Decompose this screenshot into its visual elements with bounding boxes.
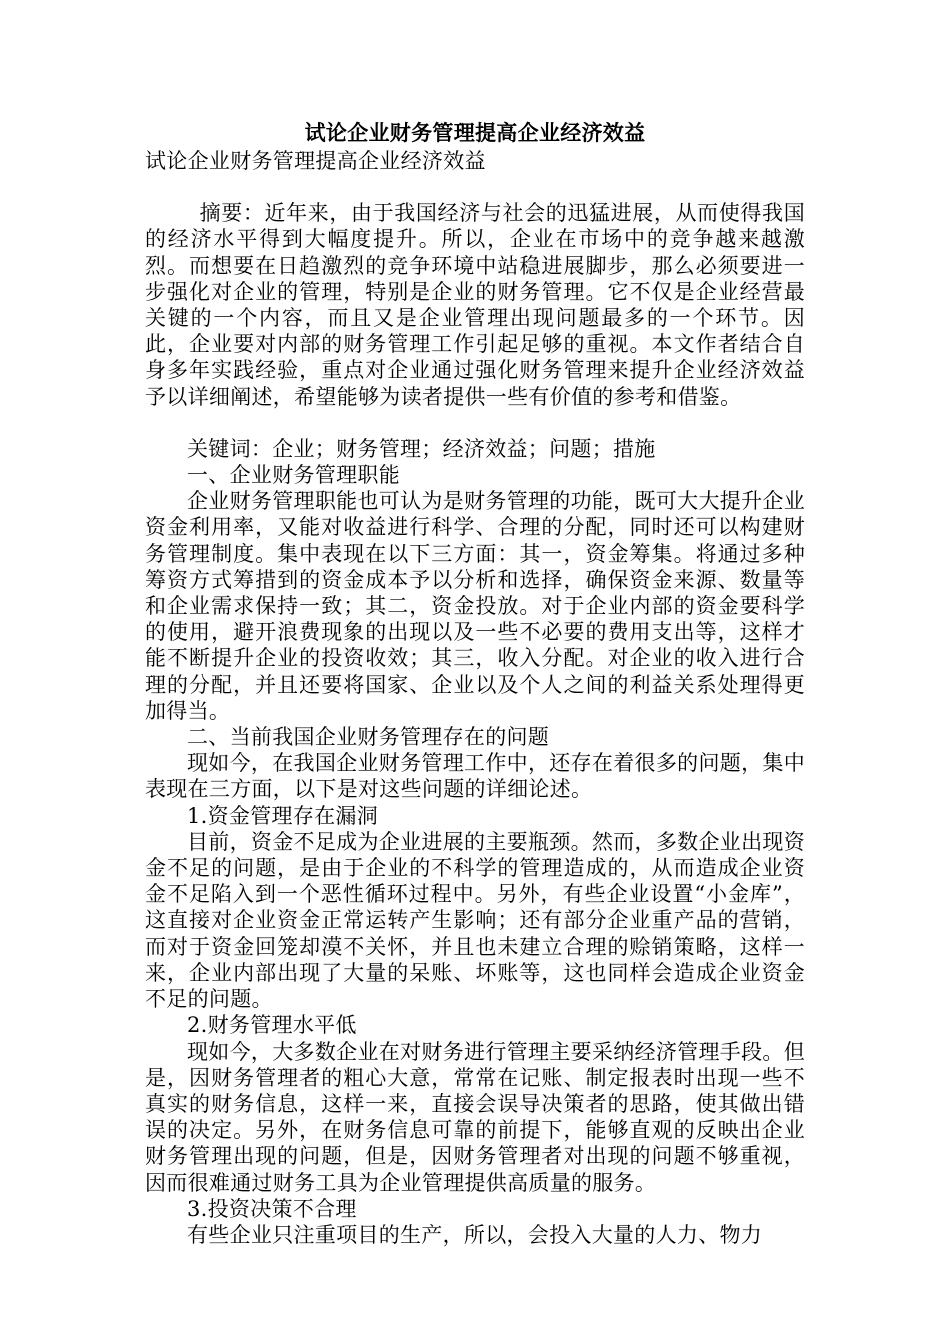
subsection-3-heading: 3.投资决策不合理 [187,1196,357,1221]
section-2-paragraph: 现如今，在我国企业财务管理工作中，还存在着很多的问题，集中表现在三方面，以下是对这些问题的详细论述。 [145,751,805,802]
section-2-heading: 二、当前我国企业财务管理存在的问题 [187,725,550,750]
subsection-2-paragraph: 现如今，大多数企业在对财务进行管理主要采纳经济管理手段。但是，因财务管理者的粗心大意，常常在记账、制定报表时出现一些不真实的财务信息，这样一来，直接会误导决策者的思路，使其做出错误的决定。另外，在财务信息可靠的前提下，能够直观的反映出企业财务管理出现的问题，但是，因财务管理者对出现的问题不够重视，因而很难通过财务工具为企业管理提供高质量的服务。 [145,1039,805,1195]
abstract-paragraph: 摘要：近年来，由于我国经济与社会的迅猛进展，从而使得我国的经济水平得到大幅度提升。所以，企业在市场中的竞争越来越激烈。而想要在日趋激烈的竞争环境中站稳进展脚步，那么必须要进一步强化对企业的管理，特别是企业的财务管理。它不仅是企业经营最关键的一个内容，而且又是企业管理出现问题最多的一个环节。因此，企业要对内部的财务管理工作引起足够的重视。本文作者结合自身多年实践经验，重点对企业通过强化财务管理来提升企业经济效益予以详细阐述，希望能够为读者提供一些有价值的参考和借鉴。 [145,201,805,409]
document-title: 试论企业财务管理提高企业经济效益 [304,120,646,145]
section-1-heading: 一、企业财务管理职能 [187,463,400,488]
keywords-line: 关键词：企业；财务管理；经济效益；问题；措施 [187,436,656,461]
subsection-1-heading: 1.资金管理存在漏洞 [187,803,379,828]
subsection-1-paragraph: 目前，资金不足成为企业进展的主要瓶颈。然而，多数企业出现资金不足的问题，是由于企业的不科学的管理造成的，从而造成企业资金不足陷入到一个恶性循环过程中。另外，有些企业设置“小金库”，这直接对企业资金正常运转产生影响；还有部分企业重产品的营销，而对于资金回笼却漠不关怀，并且也未建立合理的赊销策略，这样一来，企业内部出现了大量的呆账、坏账等，这也同样会造成企业资金不足的问题。 [145,829,805,1012]
section-1-paragraph: 企业财务管理职能也可认为是财务管理的功能，既可大大提升企业资金利用率，又能对收益进行科学、合理的分配，同时还可以构建财务管理制度。集中表现在以下三方面：其一，资金筹集。将通过多种筹资方式筹措到的资金成本予以分析和选择，确保资金来源、数量等和企业需求保持一致；其二，资金投放。对于企业内部的资金要科学的使用，避开浪费现象的出现以及一些不必要的费用支出等，这样才能不断提升企业的投资收效；其三，收入分配。对企业的收入进行合理的分配，并且还要将国家、企业以及个人之间的利益关系处理得更加得当。 [145,489,805,723]
document-subtitle: 试论企业财务管理提高企业经济效益 [145,149,486,173]
document-body [145,120,805,1248]
subsection-3-paragraph: 有些企业只注重项目的生产，所以，会投入大量的人力、物力 [187,1222,763,1247]
subsection-2-heading: 2.财务管理水平低 [187,1013,357,1038]
